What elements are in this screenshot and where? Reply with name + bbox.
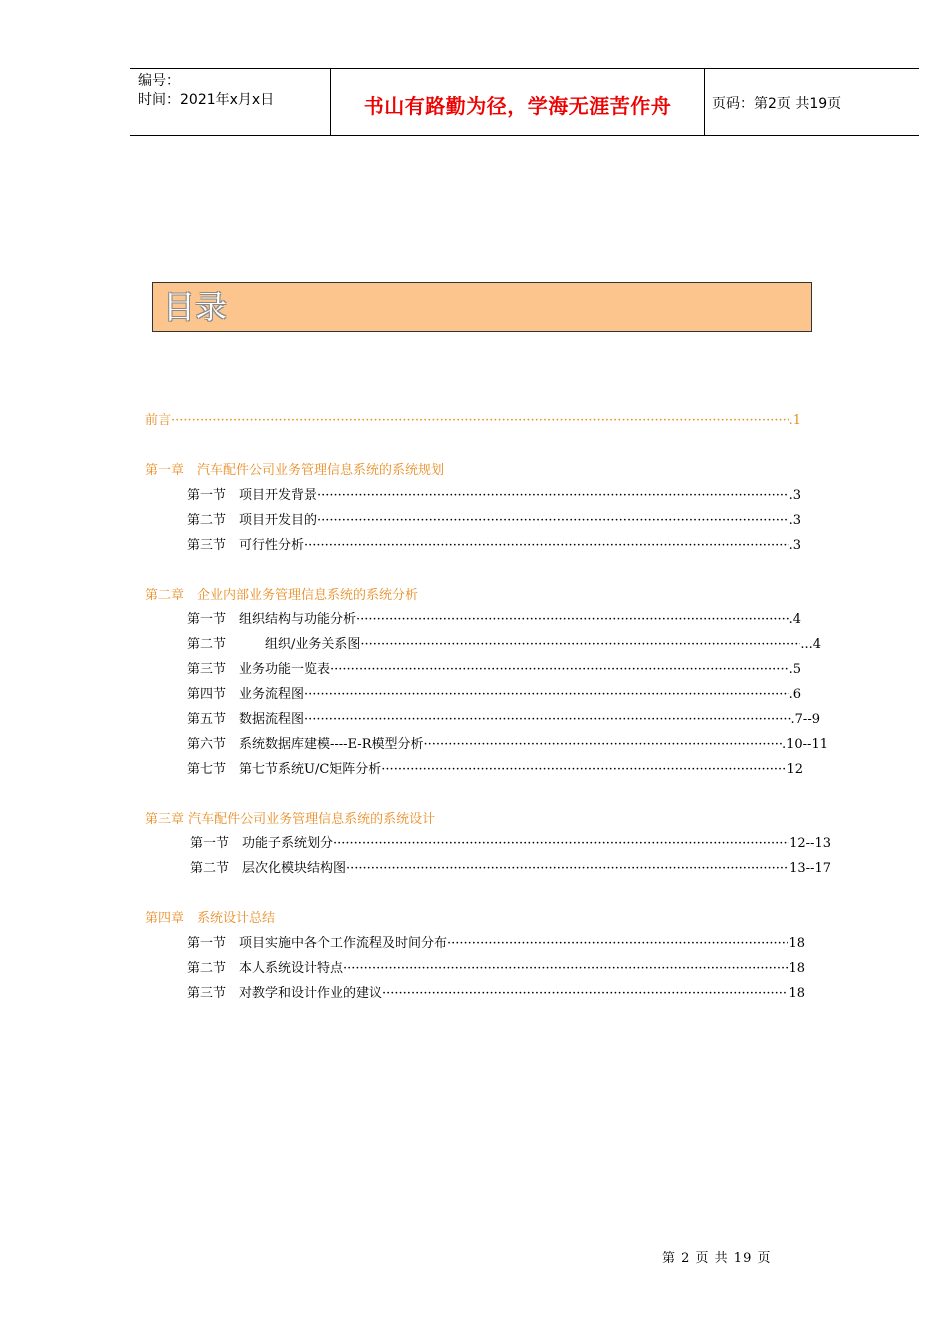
dot-leader — [360, 635, 800, 655]
toc-entry-label: 第四节 业务流程图 — [187, 687, 305, 702]
toc-entry-label: 第二节 本人系统设计特点 — [187, 961, 344, 976]
toc-entry-label: 第一节 组织结构与功能分析 — [187, 612, 357, 627]
dot-leader — [317, 511, 789, 531]
toc-entry-label: 第三节 对教学和设计作业的建议 — [187, 986, 383, 1001]
dot-leader — [304, 536, 789, 556]
toc-entry-page: 12--13 — [789, 836, 831, 851]
toc-entry-page: .3 — [788, 488, 801, 503]
time-label: 时间：2021年x月x日 — [138, 92, 275, 108]
toc-entry-label: 第三章 汽车配件公司业务管理信息系统的系统设计 — [145, 812, 436, 827]
toc-entry-label: 第一节 项目实施中各个工作流程及时间分布 — [187, 936, 448, 951]
toc-entry-page: .3 — [788, 538, 801, 553]
toc-entry-label: 第一节 功能子系统划分 — [190, 836, 334, 851]
dot-leader — [423, 735, 782, 755]
toc-entry-page: 12 — [786, 762, 803, 777]
toc-entry-page: 18 — [788, 986, 805, 1001]
toc-chapter-1[interactable] — [145, 461, 444, 481]
toc-entry-label: 第三节 可行性分析 — [187, 538, 305, 553]
toc-entry-preface[interactable] — [145, 411, 801, 431]
toc-section-2-2[interactable] — [187, 635, 821, 655]
toc-entry-page: .7--9 — [790, 712, 820, 727]
toc-entry-label: 第二节 层次化模块结构图 — [190, 861, 347, 876]
toc-entry-page: 18 — [788, 936, 805, 951]
dot-leader — [304, 685, 789, 705]
dot-leader — [304, 710, 791, 730]
toc-entry-label: 前言 — [145, 413, 172, 428]
page-footer: 第 2 页 共 19 页 — [662, 1251, 772, 1266]
toc-section-4-1[interactable] — [187, 934, 805, 954]
toc-entry-page: ...4 — [800, 637, 821, 652]
code-label: 编号： — [138, 73, 180, 89]
toc-entry-page: .3 — [788, 513, 801, 528]
toc-entry-label: 第二节 项目开发目的 — [187, 513, 318, 528]
toc-section-1-1[interactable] — [187, 486, 801, 506]
dot-leader — [381, 760, 786, 780]
toc-entry-page: .1 — [788, 413, 801, 428]
header-page-label: 页码：第2页 共19页 — [712, 96, 842, 112]
toc-entry-label: 第一节 项目开发背景 — [187, 488, 318, 503]
toc-entry-page: .10--11 — [781, 737, 828, 752]
toc-entry-page: .4 — [788, 612, 801, 627]
toc-entry-label: 第三节 业务功能一览表 — [187, 662, 331, 677]
header-top-rule — [130, 68, 919, 69]
toc-chapter-3[interactable] — [145, 810, 435, 830]
toc-entry-page: .6 — [788, 687, 801, 702]
toc-entry-page: 13--17 — [789, 861, 831, 876]
dot-leader — [171, 411, 789, 431]
toc-section-4-3[interactable] — [187, 984, 805, 1004]
dot-leader — [346, 859, 789, 879]
toc-section-2-7[interactable] — [187, 760, 803, 780]
toc-entry-label: 第二节 组织/业务关系图 — [187, 637, 361, 652]
toc-section-4-2[interactable] — [187, 959, 805, 979]
header-divider-right — [704, 68, 705, 136]
dot-leader — [317, 486, 789, 506]
dot-leader — [333, 834, 789, 854]
toc-entry-page: 18 — [788, 961, 805, 976]
header-bottom-rule — [130, 135, 919, 136]
header-meta — [138, 72, 274, 110]
toc-entry-page: .5 — [788, 662, 801, 677]
toc-section-2-5[interactable] — [187, 710, 820, 730]
toc-entry-label: 第二章 企业内部业务管理信息系统的系统分析 — [145, 588, 419, 603]
dot-leader — [382, 984, 788, 1004]
toc-section-2-4[interactable] — [187, 685, 801, 705]
toc-section-1-3[interactable] — [187, 536, 801, 556]
header-motto: 书山有路勤为径，学海无涯苦作舟 — [363, 94, 672, 118]
dot-leader — [447, 934, 788, 954]
dot-leader — [356, 610, 789, 630]
toc-section-2-6[interactable] — [187, 735, 828, 755]
toc-section-3-1[interactable] — [190, 834, 831, 854]
toc-title: 目录 — [163, 288, 228, 326]
toc-section-1-2[interactable] — [187, 511, 801, 531]
toc-section-2-1[interactable] — [187, 610, 801, 630]
toc-chapter-4[interactable] — [145, 909, 275, 929]
toc-entry-label: 第七节 第七节系统U/C矩阵分析 — [187, 762, 382, 777]
toc-section-2-3[interactable] — [187, 660, 801, 680]
toc-entry-label: 第四章 系统设计总结 — [145, 911, 276, 926]
toc-entry-label: 第一章 汽车配件公司业务管理信息系统的系统规划 — [145, 463, 445, 478]
dot-leader — [343, 959, 788, 979]
toc-section-3-2[interactable] — [190, 859, 831, 879]
toc-entry-label: 第五节 数据流程图 — [187, 712, 305, 727]
toc-entry-label: 第六节 系统数据库建模----E-R模型分析 — [187, 737, 424, 752]
dot-leader — [330, 660, 789, 680]
toc-title-box — [152, 282, 812, 332]
toc-chapter-2[interactable] — [145, 586, 418, 606]
